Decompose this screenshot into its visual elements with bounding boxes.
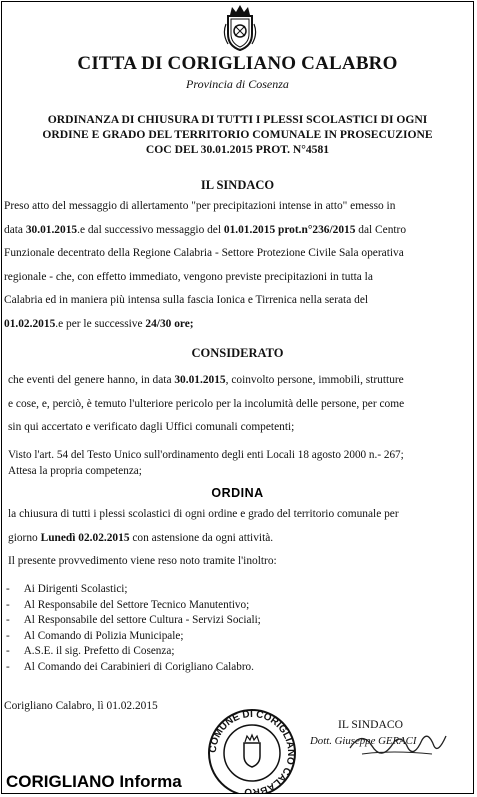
ordinance-title-line: COC DEL 30.01.2015 PROT. N°4581 (145, 143, 330, 156)
text-line: Visto l'art. 54 del Testo Unico sull'ordinamento degli enti Locali 18 agosto 2000 n.- 267; (8, 449, 404, 461)
text-line: regionale - che, con effetto immediato, vengono previste precipitazioni in tutta la (4, 270, 373, 283)
province-subtitle: Provincia di Cosenza (186, 77, 289, 91)
stamp-text: COMUNE DI CORIGLIANO CALABRO (207, 708, 297, 797)
coat-of-arms-icon (220, 4, 260, 52)
list-item: - Ai Dirigenti Scolastici; (6, 583, 128, 595)
city-title: CITTA DI CORIGLIANO CALABRO (77, 53, 398, 74)
list-item: - Al Responsabile del Settore Tecnico Manutentivo; (6, 598, 250, 611)
footer-brand: CORIGLIANO Informa (6, 772, 182, 791)
text-line: e cose, e, perciò, è temuto l'ulteriore pericolo per la incolumità delle persone, per come (8, 397, 405, 410)
ordina-paragraph (8, 503, 399, 574)
handwritten-signature-icon (342, 724, 452, 764)
municipal-stamp-icon (204, 708, 300, 797)
signature-title: IL SINDACO (338, 718, 403, 731)
list-item: - Al Comando dei Carabinieri di Corigliano Calabro. (6, 660, 254, 673)
signature-name: Dott. Giuseppe GERACI (310, 735, 417, 747)
legal-references (8, 447, 404, 479)
text-line: sin qui accertato e verificato dagli Uffici comunali competenti; (8, 421, 295, 433)
ordinance-title-line: ORDINANZA DI CHIUSURA DI TUTTI I PLESSI SCOLASTICI DI OGNI (47, 113, 428, 126)
text-line: giorno Lunedì 02.02.2015 con astensione da ogni attività. (8, 531, 274, 544)
considerato-paragraph (8, 369, 404, 440)
ordina-heading: ORDINA (211, 486, 264, 500)
text-line: Il presente provvedimento viene reso noto tramite l'inoltro: (8, 555, 277, 567)
list-item: - Al Comando di Polizia Municipale; (6, 629, 184, 642)
recipient-list (6, 582, 261, 676)
place-date: Corigliano Calabro, lì 01.02.2015 (4, 700, 158, 712)
text-line: data 30.01.2015.e dal successivo messaggio del 01.01.2015 prot.n°236/2015 dal Centro (4, 223, 407, 236)
list-item: - Al Responsabile del settore Cultura - Servizi Sociali; (6, 614, 261, 627)
text-line: la chiusura di tutti i plessi scolastici di ogni ordine e grado del territorio comunale per (8, 508, 399, 520)
mayor-heading: IL SINDACO (200, 178, 275, 192)
list-item: - A.S.E. il sig. Prefetto di Cosenza; (6, 645, 175, 658)
text-line: Funzionale decentrato della Regione Calabria - Settore Protezione Civile Sala operativa (4, 247, 404, 259)
considerato-heading: CONSIDERATO (191, 346, 284, 360)
text-line: che eventi del genere hanno, in data 30.01.2015, coinvolto persone, immobili, strutture (8, 374, 404, 386)
ordinance-title (12, 112, 463, 157)
text-line: 01.02.2015.e per le successive 24/30 ore; (4, 317, 194, 330)
text-line: Attesa la propria competenza; (8, 465, 142, 477)
ordinance-title-line: ORDINE E GRADO DEL TERRITORIO COMUNALE IN PROSECUZIONE (42, 128, 433, 141)
text-line: Calabria ed in maniera più intensa sulla fascia Ionica e Tirrenica nella serata del (4, 294, 369, 306)
preamble-paragraph (4, 195, 406, 336)
text-line: Preso atto del messaggio di allertamento "per precipitazioni intense in atto" emesso in (4, 200, 396, 212)
document-page (1, 1, 474, 797)
